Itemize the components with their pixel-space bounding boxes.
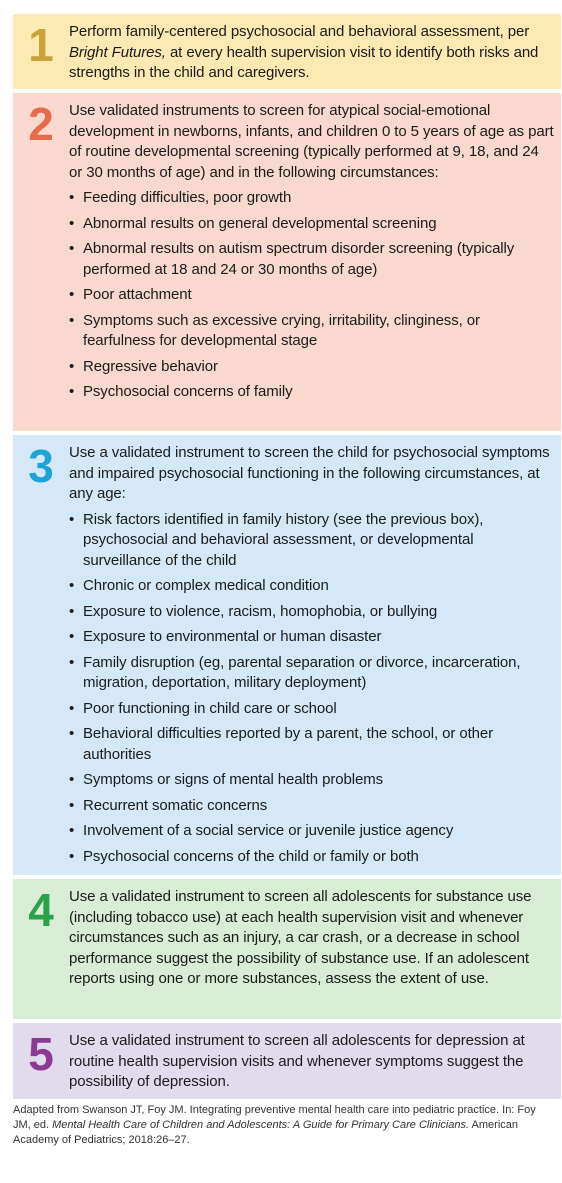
step-1-number: 1 (28, 19, 54, 71)
step-4-box (13, 879, 561, 1019)
step-4-text: Use a validated instrument to screen all adolescents for substance use (including tobacco use) at each health supervision visit and whenever circumstances such as an injury, a car crash, or a decrease in school performance suggest the possibility of substance use. If an adolescent reports using one or more substances, assess the extent of use. (69, 888, 532, 987)
step-5-content (69, 1031, 555, 1093)
list-item: • Psychosocial concerns of family (69, 382, 555, 403)
step-2-bullet-list (69, 188, 555, 403)
citation-publisher: American Academy of Pediatrics; 2018:26–27. (13, 1119, 519, 1146)
step-4-content (69, 887, 555, 1013)
step-3-box (13, 435, 561, 875)
list-item: • Symptoms such as excessive crying, irritability, clinginess, or fearfulness for developmental stage (69, 311, 555, 352)
step-5-number: 5 (28, 1028, 54, 1080)
list-item: • Behavioral difficulties reported by a parent, the school, or other authorities (69, 724, 555, 765)
step-1-content (69, 22, 555, 83)
list-item: • Poor attachment (69, 285, 555, 306)
list-item: • Exposure to violence, racism, homophobia, or bullying (69, 602, 555, 623)
list-item: • Risk factors identified in family history (see the previous box), psychosocial and behavioral assessment, or developmental surveillance of the child (69, 510, 555, 572)
step-3-bullet-list (69, 510, 555, 868)
list-item: • Symptoms or signs of mental health problems (69, 770, 555, 791)
step-1-text (69, 22, 555, 84)
step-3-number: 3 (28, 440, 54, 492)
step-1-box (13, 14, 561, 89)
step-3-content (69, 443, 555, 869)
step-5-text: Use a validated instrument to screen all adolescents for depression at routine health supervision visits and whenever symptoms suggest the possibility of depression. (69, 1032, 525, 1090)
step-2-number: 2 (28, 98, 54, 150)
step-1-text-italic: Bright Futures, (69, 43, 166, 61)
citation-text: Adapted from Swanson JT, Foy JM. Integrating preventive mental health care into pediatric practice. In: Foy JM, ed. (13, 1104, 536, 1131)
step-2-content (69, 101, 555, 425)
step-2-box (13, 93, 561, 431)
list-item: • Regressive behavior (69, 357, 555, 378)
step-1-text-before: Perform family-centered psychosocial and behavioral assessment, per (69, 23, 530, 40)
list-item: • Exposure to environmental or human disaster (69, 627, 555, 648)
source-citation (13, 1103, 553, 1148)
step-4-number: 4 (28, 884, 54, 936)
step-1-text-after: at every health supervision visit to identify both risks and strengths in the child and caregivers. (69, 43, 539, 81)
step-5-box (13, 1023, 561, 1099)
list-item: • Feeding difficulties, poor growth (69, 188, 555, 209)
list-item: • Involvement of a social service or juvenile justice agency (69, 821, 555, 842)
step-2-intro: Use validated instruments to screen for atypical social-emotional development in newborns, infants, and children 0 to 5 years of age as part of routine developmental screening (typically performed at 9, 18, and 24 or 30 months of age) and in the following circumstances: (69, 102, 554, 181)
list-item: • Recurrent somatic concerns (69, 796, 555, 817)
list-item: • Abnormal results on general developmental screening (69, 214, 555, 235)
list-item: • Psychosocial concerns of the child or family or both (69, 847, 555, 868)
list-item: • Abnormal results on autism spectrum disorder screening (typically performed at 18 and 24 or 30 months of age) (69, 239, 555, 280)
list-item: • Family disruption (eg, parental separation or divorce, incarceration, migration, deportation, military deployment) (69, 653, 555, 694)
list-item: • Chronic or complex medical condition (69, 576, 555, 597)
screening-steps (13, 14, 561, 1148)
step-3-intro: Use a validated instrument to screen the child for psychosocial symptoms and impaired psychosocial functioning in the following circumstances, at any age: (69, 444, 550, 502)
citation-book-title: Mental Health Care of Children and Adolescents: A Guide for Primary Care Clinicians. (52, 1119, 470, 1131)
list-item: • Poor functioning in child care or school (69, 699, 555, 720)
